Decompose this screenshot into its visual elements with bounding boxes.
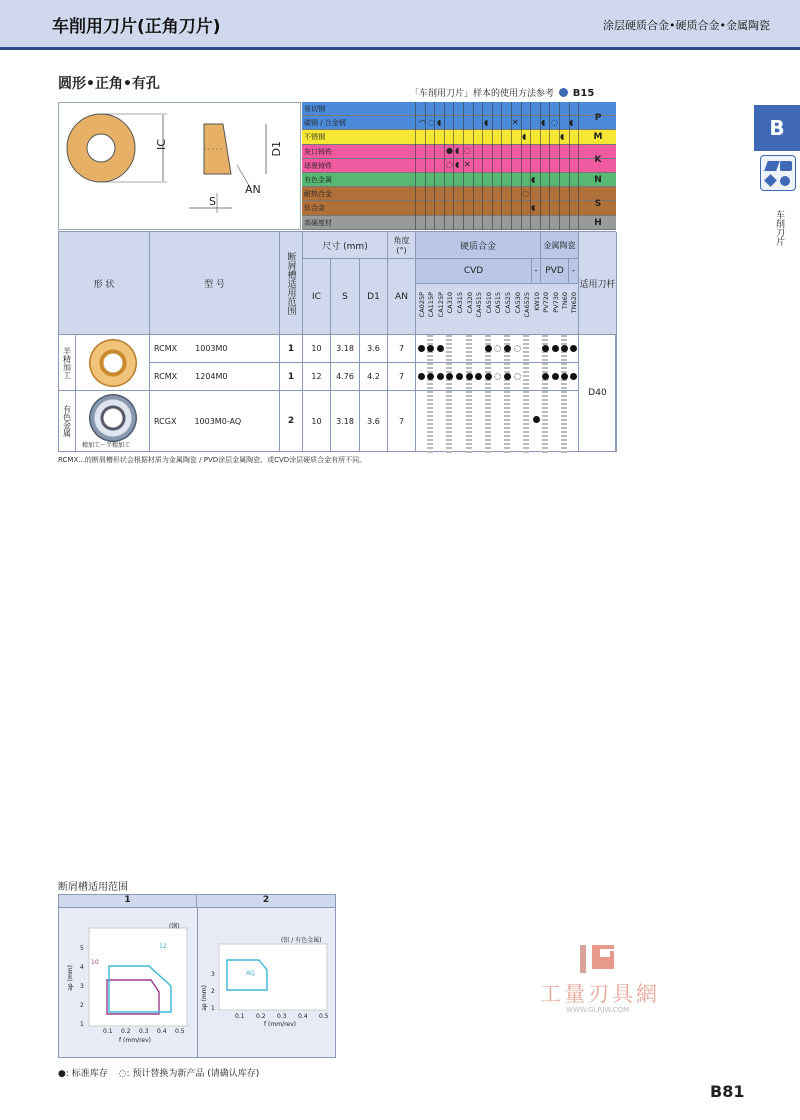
xtick: 0.4 bbox=[157, 1028, 167, 1035]
stock-dot bbox=[418, 373, 425, 380]
header-cermet: 金属陶瓷 bbox=[541, 232, 579, 259]
stock-dot bbox=[427, 345, 434, 352]
header-dimensions: 尺寸 (mm) bbox=[303, 232, 388, 259]
ic-value: 12 bbox=[303, 363, 331, 391]
xtick: 0.2 bbox=[256, 1013, 266, 1020]
grade-label: CA125P bbox=[437, 292, 445, 318]
chart-col-1: 1 bbox=[59, 895, 197, 908]
grade-label: CA115P bbox=[427, 292, 435, 318]
stock-dot bbox=[570, 345, 577, 352]
watermark-text: 工量刃具網 bbox=[540, 982, 660, 1006]
table-note: RCMX...的断屑槽形状会根据材质为金属陶瓷 / PVD涂层金属陶瓷、或CVD涂层硬质合金有所不同。 bbox=[58, 456, 367, 464]
replace-dot bbox=[494, 345, 501, 352]
group-letter-p: P bbox=[594, 113, 602, 123]
model-cell: RCGX 1003M0-AQ bbox=[150, 391, 280, 452]
dotted-circle-icon: ◌ bbox=[118, 1069, 127, 1079]
chart1-ylabel: ap (mm) bbox=[67, 965, 74, 991]
grade-label: CA515 bbox=[494, 292, 502, 314]
chart1-xlabel: f (mm/rev) bbox=[119, 1037, 151, 1044]
group-letter-k: K bbox=[594, 155, 602, 165]
stock-dot bbox=[418, 345, 425, 352]
filled-dot-icon: ● bbox=[58, 1069, 66, 1079]
xtick: 0.2 bbox=[121, 1028, 131, 1035]
stock-dot bbox=[485, 345, 492, 352]
chipbreaker-section-title: 断屑槽适用范围 bbox=[58, 882, 128, 893]
grade-label: PV730 bbox=[552, 292, 560, 313]
stock-dot bbox=[427, 373, 434, 380]
header-carbide: 硬质合金 bbox=[416, 232, 541, 259]
stock-dot bbox=[466, 373, 473, 380]
grade-label: KW10 bbox=[533, 292, 541, 311]
ytick: 5 bbox=[80, 945, 84, 952]
header-angle: 角度 (°) bbox=[388, 232, 416, 259]
grade-label: CA025P bbox=[418, 292, 426, 318]
grade-stripe bbox=[504, 335, 510, 453]
reference-text: 「车削用刀片」样本的使用方法参考 bbox=[410, 89, 555, 99]
stock-dot bbox=[561, 373, 568, 380]
reference-page[interactable]: B15 bbox=[572, 88, 595, 99]
grade-label: CA530 bbox=[514, 292, 522, 314]
grade-row bbox=[416, 391, 579, 452]
ytick: 3 bbox=[211, 971, 215, 978]
material-row: 灰口铸铁 bbox=[302, 145, 616, 159]
arrow-circle-icon bbox=[559, 88, 568, 97]
chipbreaker-value: 2 bbox=[280, 391, 303, 452]
header-model: 型 号 bbox=[150, 232, 280, 335]
grade-label: CA4515 bbox=[475, 292, 483, 318]
chipbreaker-value: 1 bbox=[280, 363, 303, 391]
grade-stripe bbox=[485, 335, 491, 453]
section-title: 圆形•正角•有孔 bbox=[58, 76, 160, 92]
category-nonferrous: 有色金属 bbox=[59, 391, 76, 452]
s-label: S bbox=[209, 195, 216, 208]
material-row: 球墨铸铁 bbox=[302, 159, 616, 173]
page-subtitle: 涂层硬质合金•硬质合金•金属陶瓷 bbox=[603, 19, 770, 32]
stock-dot bbox=[552, 345, 559, 352]
xtick: 0.1 bbox=[103, 1028, 113, 1035]
replace-dot bbox=[514, 345, 521, 352]
xtick: 0.3 bbox=[139, 1028, 149, 1035]
page-header bbox=[0, 0, 800, 50]
grade-stripe bbox=[561, 335, 567, 453]
page-number: B81 bbox=[710, 1082, 745, 1101]
stock-dot bbox=[437, 373, 444, 380]
ytick: 4 bbox=[80, 964, 84, 971]
insert-drawing bbox=[59, 103, 302, 231]
grade-stripe bbox=[542, 335, 548, 453]
shape-cell bbox=[76, 391, 150, 452]
chart-2 bbox=[197, 908, 335, 1058]
ic-value: 10 bbox=[303, 335, 331, 363]
replace-dot bbox=[494, 373, 501, 380]
chipbreaker-value: 1 bbox=[280, 335, 303, 363]
header-an: AN bbox=[388, 259, 416, 335]
xtick: 0.1 bbox=[235, 1013, 245, 1020]
chart1-curve-label: 12 bbox=[159, 943, 167, 950]
ytick: 3 bbox=[80, 983, 84, 990]
s-value: 3.18 bbox=[331, 391, 360, 452]
stock-dot bbox=[542, 373, 549, 380]
material-row: 耐热合金 bbox=[302, 187, 616, 201]
an-label: AN bbox=[245, 183, 261, 196]
group-letter-h: H bbox=[594, 218, 602, 228]
stock-dot bbox=[504, 345, 511, 352]
header-pvd: PVD bbox=[541, 259, 569, 284]
side-label: 车削刀片 bbox=[774, 210, 784, 246]
chart1-material: (钢) bbox=[169, 923, 180, 930]
shape-cell bbox=[76, 335, 150, 391]
stock-dot bbox=[446, 373, 453, 380]
chart-col-2: 2 bbox=[197, 895, 335, 908]
section-tab-b[interactable]: B bbox=[754, 105, 800, 151]
stock-dot bbox=[475, 373, 482, 380]
material-row: 高硬度材 bbox=[302, 216, 616, 230]
insert-caption: 精加工～半精加工 bbox=[82, 442, 131, 449]
ic-label: IC bbox=[155, 139, 168, 150]
header-s: S bbox=[331, 259, 360, 335]
an-value: 7 bbox=[388, 335, 416, 363]
reference-note bbox=[410, 86, 594, 99]
xtick: 0.4 bbox=[298, 1013, 308, 1020]
xtick: 0.5 bbox=[319, 1013, 329, 1020]
stock-dot bbox=[456, 373, 463, 380]
header-d1: D1 bbox=[360, 259, 388, 335]
material-legend: 易切钢 碳钢 / 合金钢 不锈钢 灰口铸铁 球墨铸铁 有色金属 耐热合金 钛合金 高硬度材 P M K N S H ◠ ◌ ◖ ◖ ✕ ◖ ◌ ◖ ◖ ◖ ● ◖ ◌ ◖ ✕ ◌ ◖ ◌ ◖ bbox=[302, 102, 616, 230]
chart2-ylabel: ap (mm) bbox=[201, 985, 208, 1011]
material-row: 碳钢 / 合金钢 bbox=[302, 116, 616, 130]
grade-label: CA6525 bbox=[523, 292, 531, 318]
grade-label: TN620 bbox=[570, 292, 578, 314]
d1-label: D1 bbox=[270, 141, 283, 157]
replace-dot bbox=[514, 373, 521, 380]
product-table bbox=[58, 231, 616, 452]
gold-insert-image bbox=[89, 339, 137, 387]
header-chipbreaker: 断屑槽适用范围 bbox=[280, 232, 303, 335]
s-value: 4.76 bbox=[331, 363, 360, 391]
legend-replace: : 预计替换为新产品 (请确认库存) bbox=[126, 1069, 260, 1079]
material-row: 不锈钢 bbox=[302, 130, 616, 144]
material-row: 有色金属 bbox=[302, 173, 616, 187]
grade-label: CA320 bbox=[466, 292, 474, 314]
holder-value[interactable]: D40 bbox=[579, 335, 617, 452]
grade-label: CA310 bbox=[446, 292, 454, 314]
model-cell: RCMX 1204M0 bbox=[150, 363, 280, 391]
an-value: 7 bbox=[388, 391, 416, 452]
watermark-url: WWW.GLRJW.COM bbox=[566, 1006, 630, 1014]
stock-dot bbox=[504, 373, 511, 380]
legend-standard: : 标准库存 bbox=[65, 1069, 108, 1079]
stock-dot bbox=[561, 345, 568, 352]
group-letter-m: M bbox=[593, 132, 603, 142]
grade-stripe bbox=[427, 335, 433, 453]
stock-dot bbox=[533, 416, 540, 423]
d1-value: 3.6 bbox=[360, 335, 388, 363]
header-dash: - bbox=[532, 259, 541, 284]
ytick: 1 bbox=[80, 1021, 84, 1028]
ytick: 2 bbox=[211, 988, 215, 995]
group-letter-s: S bbox=[594, 199, 602, 209]
stock-dot bbox=[570, 373, 577, 380]
chipbreaker-charts bbox=[58, 894, 336, 1058]
silver-insert-image bbox=[89, 394, 137, 442]
stock-dot bbox=[542, 345, 549, 352]
grade-label: CA525 bbox=[504, 292, 512, 314]
header-ic: IC bbox=[303, 259, 331, 335]
material-row: 易切钢 bbox=[302, 102, 616, 116]
grade-stripe bbox=[466, 335, 472, 453]
grade-stripe bbox=[446, 335, 452, 453]
stock-legend bbox=[58, 1066, 259, 1079]
d1-value: 3.6 bbox=[360, 391, 388, 452]
an-value: 7 bbox=[388, 363, 416, 391]
insert-diagram bbox=[58, 102, 301, 230]
chart2-material: (铝 / 有色金属) bbox=[281, 937, 322, 944]
insert-type-icon bbox=[760, 155, 796, 191]
header-cvd: CVD bbox=[416, 259, 532, 284]
page-title: 车削用刀片(正角刀片) bbox=[52, 17, 221, 37]
ytick: 1 bbox=[211, 1005, 215, 1012]
grade-label: PV720 bbox=[542, 292, 550, 313]
stock-dot bbox=[552, 373, 559, 380]
d1-value: 4.2 bbox=[360, 363, 388, 391]
stock-dot bbox=[437, 345, 444, 352]
ytick: 2 bbox=[80, 1002, 84, 1009]
group-letter-n: N bbox=[594, 175, 602, 185]
stock-dot bbox=[485, 373, 492, 380]
xtick: 0.5 bbox=[175, 1028, 185, 1035]
chart1-curve-label: 10 bbox=[91, 959, 99, 966]
grade-label: CA510 bbox=[485, 292, 493, 314]
category-semi-finish: 半精加工 bbox=[59, 335, 76, 391]
chart2-region-label: AQ bbox=[246, 970, 255, 977]
header-dash2: - bbox=[569, 259, 579, 284]
grade-label: TN60 bbox=[561, 292, 569, 310]
chart2-xlabel: f (mm/rev) bbox=[264, 1021, 296, 1028]
model-cell: RCMX 1003M0 bbox=[150, 335, 280, 363]
material-row: 钛合金 bbox=[302, 201, 616, 215]
header-holder: 适用刀杆 bbox=[579, 232, 617, 335]
header-shape: 形 状 bbox=[59, 232, 150, 335]
xtick: 0.3 bbox=[277, 1013, 287, 1020]
grade-stripe bbox=[523, 335, 529, 453]
grade-label: CA315 bbox=[456, 292, 464, 314]
ic-value: 10 bbox=[303, 391, 331, 452]
s-value: 3.18 bbox=[331, 335, 360, 363]
